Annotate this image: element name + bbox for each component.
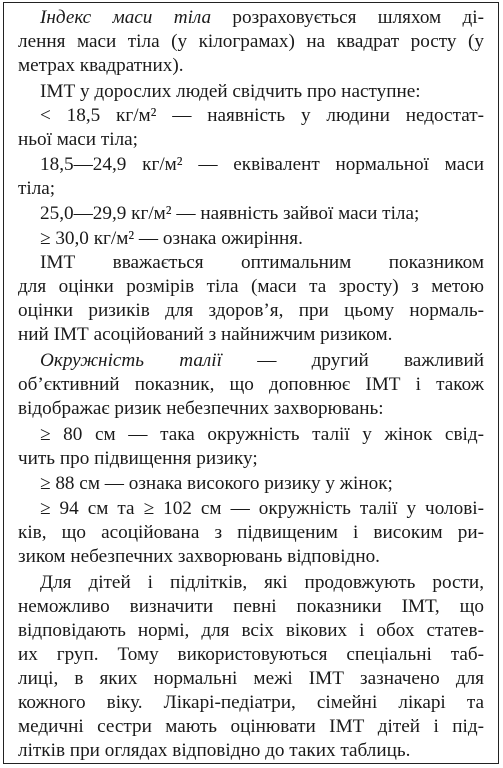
text-line: чить про підвищення ризику; xyxy=(18,448,258,469)
text-line: медичні сестри мають оцінювати ІМТ дітей і під- xyxy=(18,716,484,737)
text-frame xyxy=(3,2,499,764)
text-line: ≥ 30,0 кг/м² — ознака ожиріння. xyxy=(40,228,303,249)
text-line: ≥ 80 см — така окружність талії у жінок свід- xyxy=(40,424,484,445)
text-line: кожного віку. Лікарі-педіатри, сімейні лікарі та xyxy=(18,692,484,713)
text-line: 18,5—24,9 кг/м² — еквівалент нормальної маси xyxy=(40,154,484,175)
text-line: літків при оглядах відповідно до таких таблиць. xyxy=(18,740,411,761)
text-line: ків, що асоційована з підвищеним і високим ри- xyxy=(18,522,484,543)
text-line: лення маси тіла (у кілограмах) на квадрат росту (у xyxy=(18,31,484,52)
text-line: для оцінки розмірів тіла (маси та зросту) з метою xyxy=(18,276,484,297)
text-line: відображає ризик небезпечних захворювань: xyxy=(18,398,384,419)
text-line: відповідають нормі, для всіх вікових і обох статев- xyxy=(18,620,484,641)
text-line: Для дітей і підлітків, які продовжують рости, xyxy=(40,572,484,593)
text-line: ≥ 88 см — ознака високого ризику у жінок; xyxy=(40,473,393,494)
text-line: 25,0—29,9 кг/м² — наявність зайвої маси тіла; xyxy=(40,203,420,224)
text-line: < 18,5 кг/м² — наявність у людини недостат- xyxy=(40,105,484,126)
text-line: Окружність талії — другий важливий xyxy=(40,350,484,371)
text-line: ньої маси тіла; xyxy=(18,129,138,150)
text-line: об’єктивний показник, що доповнює ІМТ і також xyxy=(18,374,484,395)
text-line: ІМТ у дорослих людей свідчить про наступне: xyxy=(40,81,421,102)
text-line: ≥ 94 см та ≥ 102 см — окружність талії у чолові- xyxy=(40,498,484,519)
text-line: неможливо визначити певні показники ІМТ, що xyxy=(18,596,484,617)
term-bmi: Індекс маси тіла xyxy=(40,7,212,28)
text-line: Індекс маси тіла розраховується шляхом ді- xyxy=(40,7,484,28)
text-line: лиці, в яких нормальні межі ІМТ зазначено для xyxy=(18,668,484,689)
text-line: ний ІМТ асоційований з найнижчим ризиком. xyxy=(18,324,393,345)
text-line: тіла; xyxy=(18,178,56,199)
text-line: зиком небезпечних захворювань відповідно. xyxy=(18,546,380,567)
text-line: метрах квадратних). xyxy=(18,55,184,76)
text-line: их груп. Тому використовуються спеціальні таб- xyxy=(18,644,484,665)
text-line: ІМТ вважається оптимальним показником xyxy=(40,252,484,273)
text-line: оцінки ризиків для здоров’я, при цьому нормаль- xyxy=(18,300,484,321)
term-waist: Окружність талії xyxy=(40,350,222,371)
